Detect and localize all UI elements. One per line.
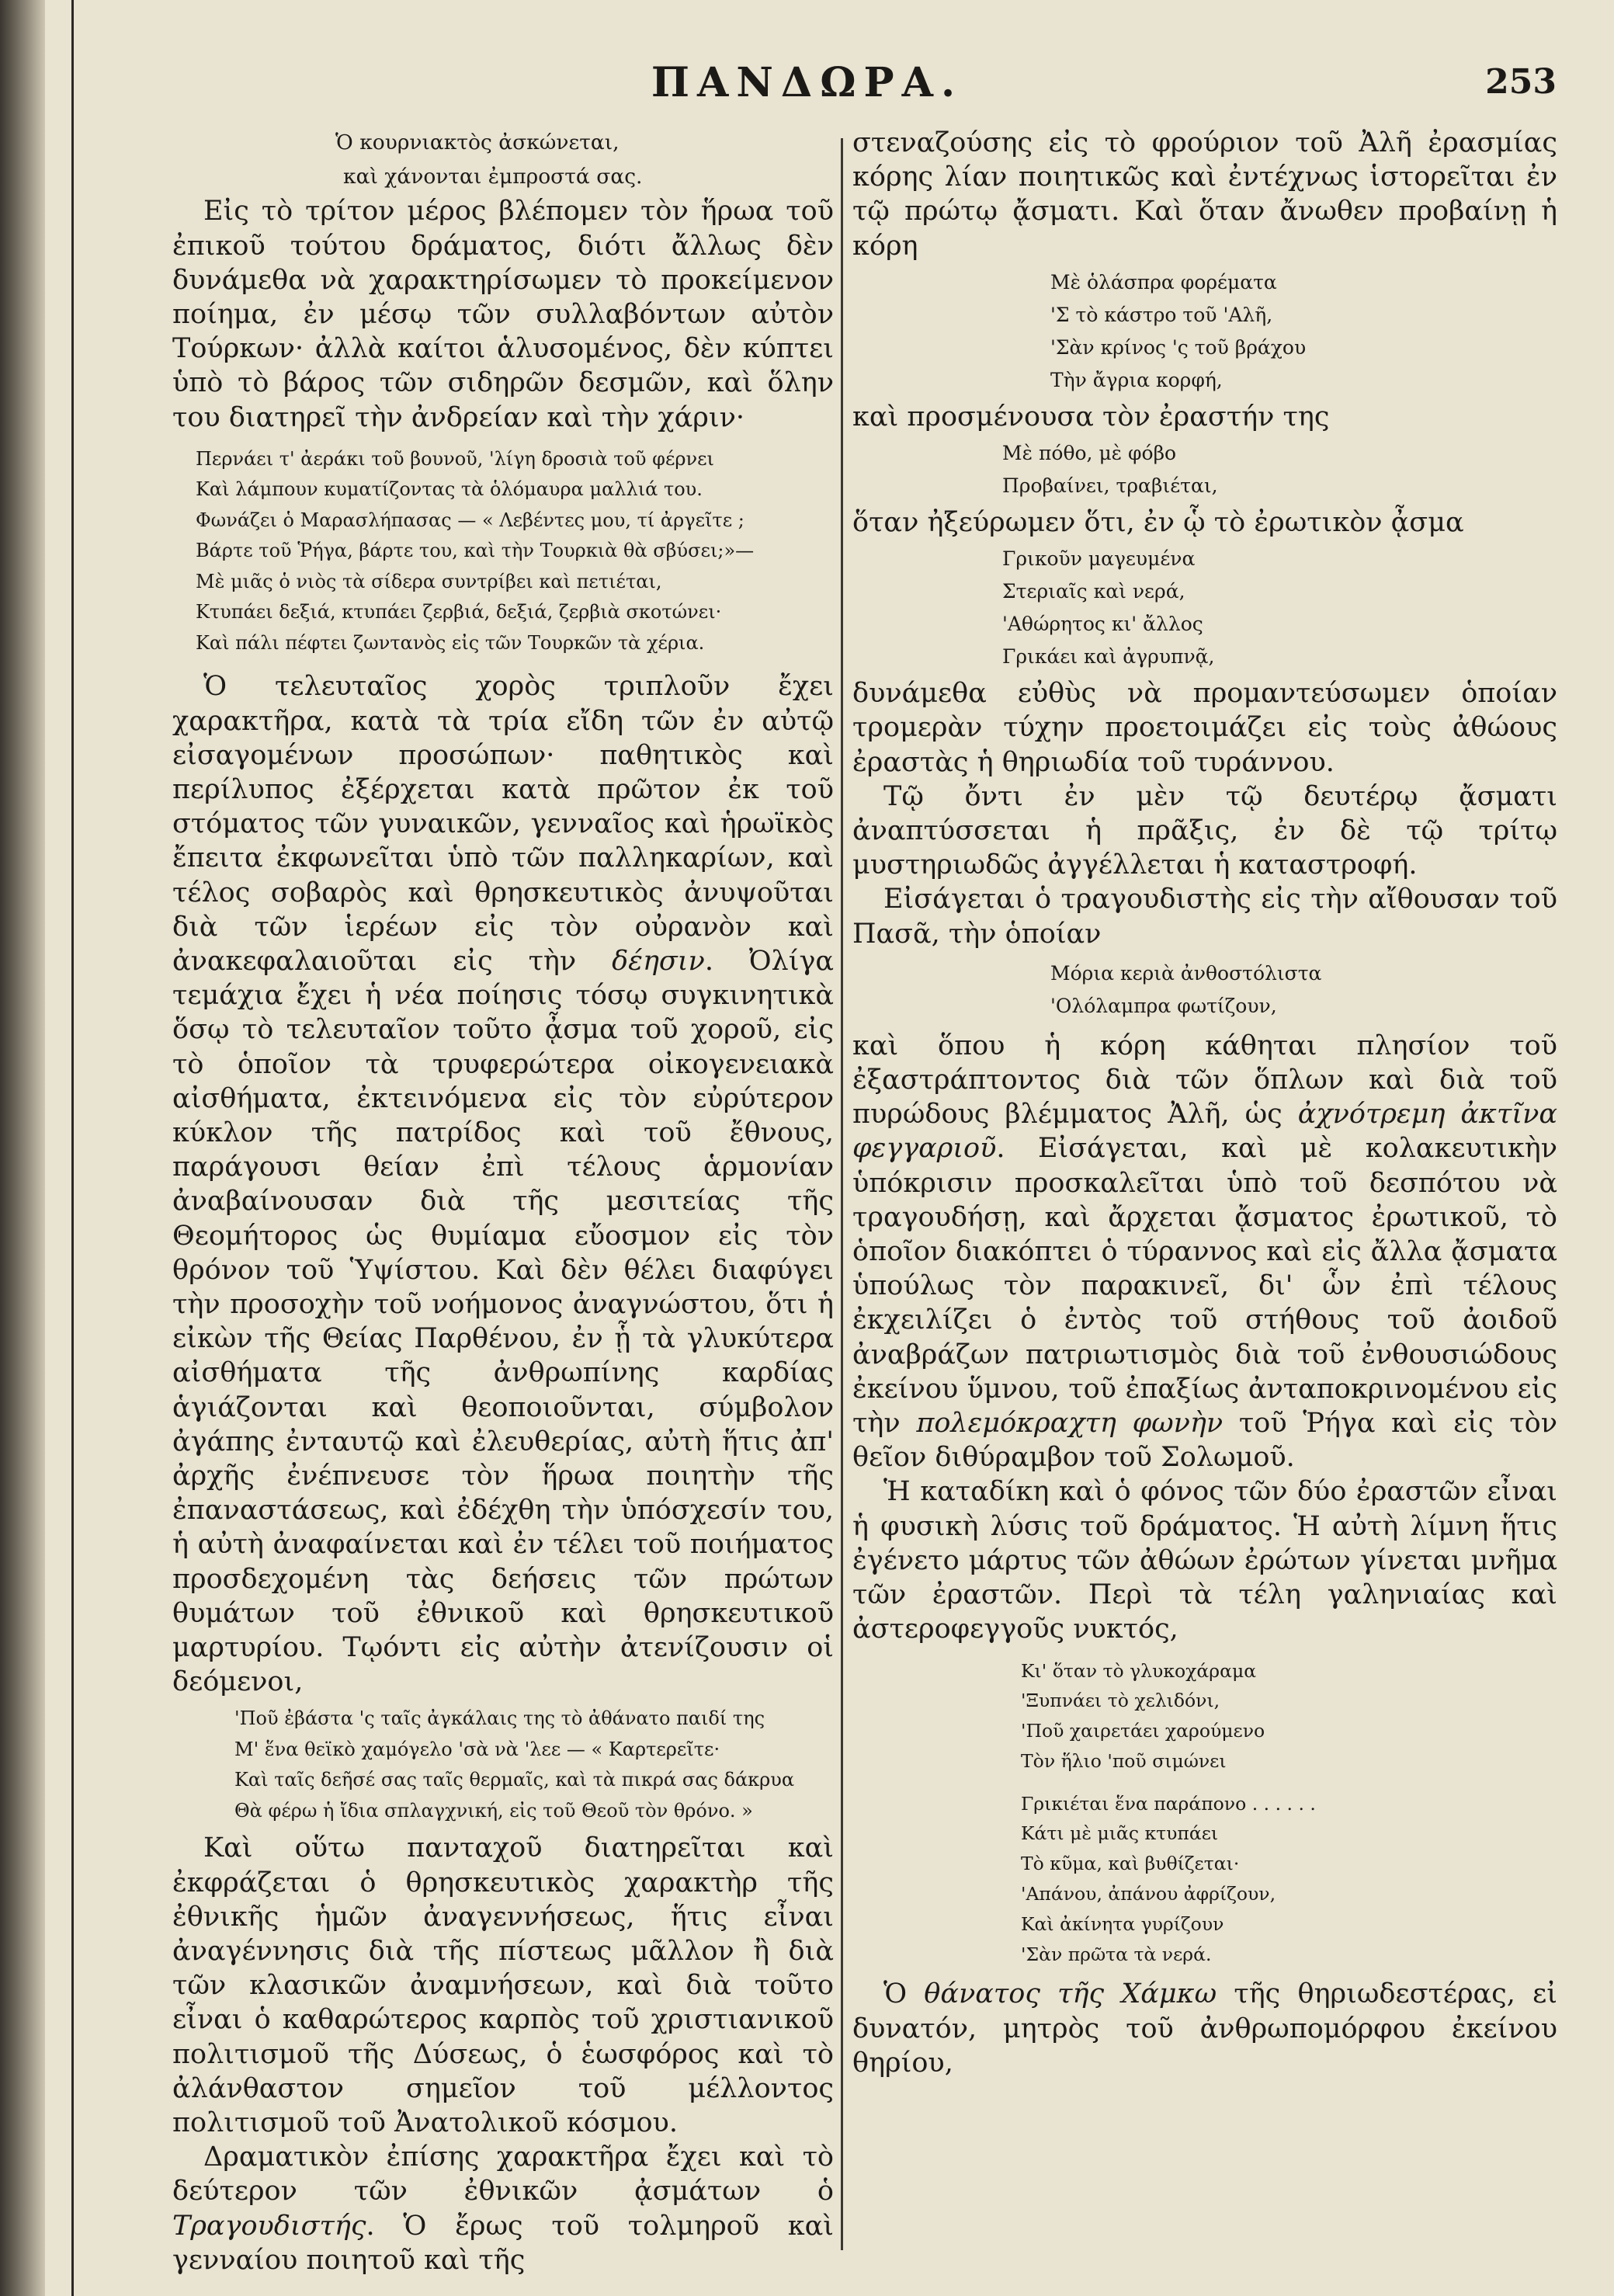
verse-block [852, 263, 1557, 400]
italic-term: δέησιν [612, 945, 705, 977]
italic-term: πολεμόκραχτη φωνὴν [916, 1408, 1224, 1440]
paragraph: Ὁ τελευταῖος χορὸς τριπλοῦν ἔχει χαρακτῆρα, κατὰ τὰ τρία εἴδη τῶν ἐν αὐτῷ εἰσαγομένων προσώπων· παθητικὸς καὶ περίλυπος ἐξέρχεται κατὰ πρῶτον ἐκ τοῦ στόματος τῶν γυναικῶν, γενναῖος καὶ ἡρωϊκὸς ἔπειτα ἐκφωνεῖται ὑπὸ τῶν παλληκαρίων, καὶ τέλος σοβαρὸς καὶ θρησκευτικὸς ἀνυψοῦται διὰ τῶν ἱερέων εἰς τὸν οὐρανὸν καὶ ἀνακεφαλαιοῦται εἰς τὴν δέησιν. Ὀλίγα τεμάχια ἔχει ἡ νέα ποίησις τόσῳ συγκινητικὰ ὅσῳ τὸ τελευταῖον τοῦτο ᾆσμα τοῦ χοροῦ, εἰς τὸ ὁποῖον τὰ τρυφερώτερα οἰκογενειακὰ αἰσθήματα, ἐκτεινόμενα εἰς τὸν εὐρύτερον κύκλον τῆς πατρίδος καὶ τοῦ ἔθνους, παράγουσι θείαν ἐπὶ τέλους ἁρμονίαν ἀναβαίνουσαν διὰ τῆς μεσιτείας τῆς Θεομήτορος ὡς θυμίαμα εὔοσμον εἰς τὸν θρόνον τοῦ Ὑψίστου. Καὶ δὲν θέλει διαφύγει τὴν προσοχὴν τοῦ νοήμονος ἀναγνώστου, ὅτι ἡ εἰκὼν τῆς Θείας Παρθένου, ἐν ᾗ τὰ γλυκύτερα αἰσθήματα τῆς ἀνθρωπίνης καρδίας ἁγιάζονται καὶ θεοποιοῦνται, σύμβολον ἀγάπης ἐνταυτῷ καὶ ἐλευθερίας, αὐτὴ ἥτις ἀπ' ἀρχῆς ἐνέπνευσε τὸν ἥρωα ποιητὴν τῆς ἐπαναστάσεως, καὶ ἐδέχθη τὴν ὑπόσχεσίν του, ἡ αὐτὴ ἀναφαίνεται καὶ ἐν τέλει τοῦ ποιήματος προσδεχομένη τὰς δεήσεις τῶν πρώτων θυμάτων τοῦ ἐθνικοῦ καὶ θρησκευτικοῦ μαρτυρίου. Τῳόντι εἰς αὐτὴν ἀτενίζουσιν οἱ δεόμενοι, [172, 671, 834, 1698]
paragraph: Τῷ ὄντι ἐν μὲν τῷ δευτέρῳ ᾄσματι ἀναπτύσσεται ἡ πρᾶξις, ἐν δὲ τῷ τρίτῳ μυστηριωδῶς ἀγγέλλεται ἡ καταστροφή. [852, 780, 1557, 881]
verse-line: Καὶ λάμπουν κυματίζοντας τὰ ὁλόμαυρα μαλλιά του. [196, 478, 703, 501]
paragraph: Ὁ θάνατος τῆς Χάμκω τῆς θηριωδεστέρας, εἰ δυνατόν, μητρὸς τοῦ ἀνθρωπομόρφου ἐκείνου θηρίου, [852, 1978, 1557, 2079]
verse-block [852, 951, 1557, 1029]
paragraph: Εἰς τὸ τρίτον μέρος βλέπομεν τὸν ἥρωα τοῦ ἐπικοῦ τούτου δράματος, διότι ἄλλως δὲν δυνάμεθα νὰ χαρακτηρίσωμεν τὸ προκείμενον ποίημα, ἐν μέσῳ τῶν συλλαβόντων αὐτὸν Τούρκων· ἀλλὰ καίτοι ἁλυσομένος, δὲν κύπτει ὑπὸ τὸ βάρος τῶν σιδηρῶν δεσμῶν, καὶ ὅλην του διατηρεῖ τὴν ἀνδρείαν καὶ τὴν χάριν· [172, 196, 834, 433]
paragraph: δυνάμεθα εὐθὺς νὰ προμαντεύσωμεν ὁποίαν τρομερὰν τύχην προετοιμάζει εἰς τοὺς ἀθώους ἐραστὰς ἡ θηριωδία τοῦ τυράννου. [852, 678, 1557, 778]
paragraph: Εἰσάγεται ὁ τραγουδιστὴς εἰς τὴν αἴθουσαν τοῦ Πασᾶ, τὴν ὁποίαν [852, 884, 1557, 950]
verse-line: Μὲ πόθο, μὲ φόβο [1002, 442, 1177, 465]
verse-line: 'Ποῦ ἐβάστα 'ς ταῖς ἀγκάλαις της τὸ ἀθάνατο παιδί της [234, 1707, 765, 1730]
verse-line: Κάτι μὲ μιᾶς κτυπάει [1021, 1822, 1219, 1845]
verse-line: Περνάει τ' ἀεράκι τοῦ βουνοῦ, 'λίγη δροσιὰ τοῦ φέρνει [196, 447, 714, 470]
verse-line: Μὲ ὁλάσπρα φορέματα [1050, 270, 1277, 294]
verse-line: Γρικιέται ἕνα παράπονο . . . . . . [1021, 1792, 1316, 1815]
verse-line: Γρικοῦν μαγευμένα [1002, 547, 1196, 571]
verse-line: Θὰ φέρω ἡ ἴδια σπλαγχνική, εἰς τοῦ Θεοῦ τὸν θρόνο. » [234, 1799, 753, 1822]
verse-line: Τὸ κῦμα, καὶ βυθίζεται· [1021, 1853, 1240, 1875]
book-binding-edge [0, 0, 45, 2296]
verse-line: Τὸν ἥλιο 'ποῦ σιμώνει [1021, 1749, 1227, 1772]
right-column [852, 126, 1557, 2080]
verse-line: 'Σὰν κρίνος 'ς τοῦ βράχου [1050, 335, 1307, 359]
paragraph: καὶ προσμένουσα τὸν ἐραστήν της [852, 401, 1330, 432]
page-number: 253 [1485, 62, 1557, 102]
verse-line: Μ' ἕνα θεϊκὸ χαμόγελο 'σὰ νὰ 'λεε — « Καρτερεῖτε· [234, 1738, 720, 1760]
running-head-title: ΠΑΝΔΩΡΑ. [651, 59, 963, 106]
paragraph: ὅταν ἠξεύρωμεν ὅτι, ἐν ᾧ τὸ ἐρωτικὸν ᾆσμα [852, 507, 1464, 539]
verse-line: 'Αθώρητος κι' ἄλλος [1002, 613, 1203, 636]
verse-line: 'Απάνου, ἀπάνου ἀφρίζουν, [1021, 1883, 1276, 1905]
italic-term: θάνατος τῆς Χάμκω [924, 1978, 1217, 2010]
verse-line: Φωνάζει ὁ Μαρασλήπασας — « Λεβέντες μου, τί ἀργεῖτε ; [196, 509, 745, 531]
verse-line: καὶ χάνονται ἐμπροστά σας. [343, 165, 643, 189]
verse-line: Καὶ ἀκίνητα γυρίζουν [1021, 1912, 1224, 1935]
verse-line: Κι' ὅταν τὸ γλυκοχάραμα [1021, 1659, 1257, 1682]
verse-line: Τὴν ἄγρια κορφή, [1050, 368, 1223, 391]
verse-block [172, 435, 834, 670]
verse-line: 'Ολόλαμπρα φωτίζουν, [1050, 994, 1277, 1017]
verse-line: 'Σὰν πρῶτα τὰ νερά. [1021, 1943, 1212, 1965]
paragraph: Δραματικὸν ἐπίσης χαρακτῆρα ἔχει καὶ τὸ δεύτερον τῶν ἐθνικῶν ᾀσμάτων ὁ Τραγουδιστής. Ὁ ἔρως τοῦ τολμηροῦ καὶ γενναίου ποιητοῦ καὶ τῆς [172, 2141, 834, 2276]
verse-line: Κτυπάει δεξιά, κτυπάει ζερβιά, δεξιά, ζερβιὰ σκοτώνει· [196, 601, 722, 623]
verse-line: Μὲ μιᾶς ὁ νιὸς τὰ σίδερα συντρίβει καὶ πετιέται, [196, 570, 662, 592]
verse-block [852, 540, 1557, 676]
verse-block [172, 1699, 834, 1831]
italic-term: Τραγουδιστής [172, 2210, 366, 2242]
verse-line: Βάρτε τοῦ Ῥήγα, βάρτε του, καὶ τὴν Τουρκιὰ θὰ σβύσει;»— [196, 540, 755, 562]
verse-line: Γρικάει καὶ ἀγρυπνᾷ, [1002, 645, 1215, 669]
verse-line: Μόρια κεριὰ ἀνθοστόλιστα [1050, 961, 1322, 985]
verse-line: Προβαίνει, τραβιέται, [1002, 474, 1218, 498]
verse-line: Καὶ ταῖς δεῆσέ σας ταῖς θερμαῖς, καὶ τὰ πικρά σας δάκρυα [234, 1769, 795, 1791]
italic-term: ἀχνότρεμη ἀκτῖνα φεγγαριοῦ [852, 1099, 1557, 1165]
paragraph: Καὶ οὕτω πανταχοῦ διατηρεῖται καὶ ἐκφράζεται ὁ θρησκευτικὸς χαρακτὴρ τῆς ἐθνικῆς ἡμῶν ἀναγεννήσεως, ἥτις εἶναι ἀναγέννησις διὰ τῆς πίστεως μᾶλλον ἢ διὰ τῶν κλασικῶν ἀναμνήσεων, καὶ διὰ τοῦτο εἶναι ὁ καθαρώτερος καρπὸς τοῦ χριστιανικοῦ πολιτισμοῦ τῆς Δύσεως, ὁ ἑωσφόρος καὶ τὸ ἀλάνθαστον σημεῖον τοῦ μέλλοντος πολιτισμοῦ τοῦ Ἀνατολικοῦ κόσμου. [172, 1832, 834, 2139]
verse-line: Ὁ κουρνιακτὸς ἀσκώνεται, [335, 130, 620, 155]
verse-block [852, 434, 1557, 505]
verse-line: 'Ξυπνάει τὸ χελιδόνι, [1021, 1690, 1220, 1712]
verse-block [852, 1647, 1557, 1777]
paragraph: καὶ ὅπου ἡ κόρη κάθηται πλησίον τοῦ ἐξαστράπτοντος διὰ τῶν ὅπλων καὶ διὰ τοῦ πυρώδους βλέμματος Ἀλῆ, ὡς ἀχνότρεμη ἀκτῖνα φεγγαριοῦ. Εἰσάγεται, καὶ μὲ κολακευτικὴν ὑπόκρισιν προσκαλεῖται ὑπὸ τοῦ δεσπότου νὰ τραγουδήσῃ, καὶ ἄρχεται ᾄσματος ἐρωτικοῦ, τὸ ὁποῖον διακόπτει ὁ τύραννος καὶ εἰς ἄλλα ᾄσματα ὑπούλως τὸν παρακινεῖ, δι' ὧν ἐπὶ τέλους ἐκχειλίζει ὁ ἐντὸς τοῦ στήθους τοῦ ἀοιδοῦ ἀναβράζων πατριωτισμὸς διὰ τοῦ ἐνθουσιώδους ἐκείνου ὕμνου, τοῦ ἐπαξίως ἀνταποκρινομένου εἰς τὴν πολεμόκραχτη φωνὴν τοῦ Ῥήγα καὶ εἰς τὸν θεῖον διθύραμβον τοῦ Σολωμοῦ. [852, 1030, 1557, 1474]
verse-block [852, 1777, 1557, 1978]
verse-line: 'Σ τὸ κάστρο τοῦ 'Αλῆ, [1050, 303, 1273, 326]
left-column [172, 126, 834, 2277]
verse-line: Καὶ πάλι πέφτει ζωντανὸς εἰς τῶν Τουρκῶν τὰ χέρια. [196, 631, 705, 654]
paragraph: Ἡ καταδίκη καὶ ὁ φόνος τῶν δύο ἐραστῶν εἶναι ἡ φυσικὴ λύσις τοῦ δράματος. Ἡ αὐτὴ λίμνη ἥτις ἐγένετο μάρτυς τῶν ἀθώων ἐρώτων γίνεται μνῆμα τῶν ἐραστῶν. Περὶ τὰ τέλη γαληνιαίας καὶ ἀστεροφεγγοῦς νυκτός, [852, 1476, 1557, 1645]
verse-line: Στεριαῖς καὶ νερά, [1002, 580, 1185, 603]
page-left-rule [71, 0, 74, 2296]
paragraph: στεναζούσης εἰς τὸ φρούριον τοῦ Ἀλῆ ἐρασμίας κόρης λίαν ποιητικῶς καὶ ἐντέχνως ἱστορεῖται ἐν τῷ πρώτῳ ᾄσματι. Καὶ ὅταν ἄνωθεν προβαίνῃ ἡ κόρη [852, 127, 1557, 262]
verse-block [172, 126, 834, 194]
verse-line: 'Ποῦ χαιρετάει χαρούμενο [1021, 1720, 1265, 1742]
column-divider [841, 138, 843, 2250]
